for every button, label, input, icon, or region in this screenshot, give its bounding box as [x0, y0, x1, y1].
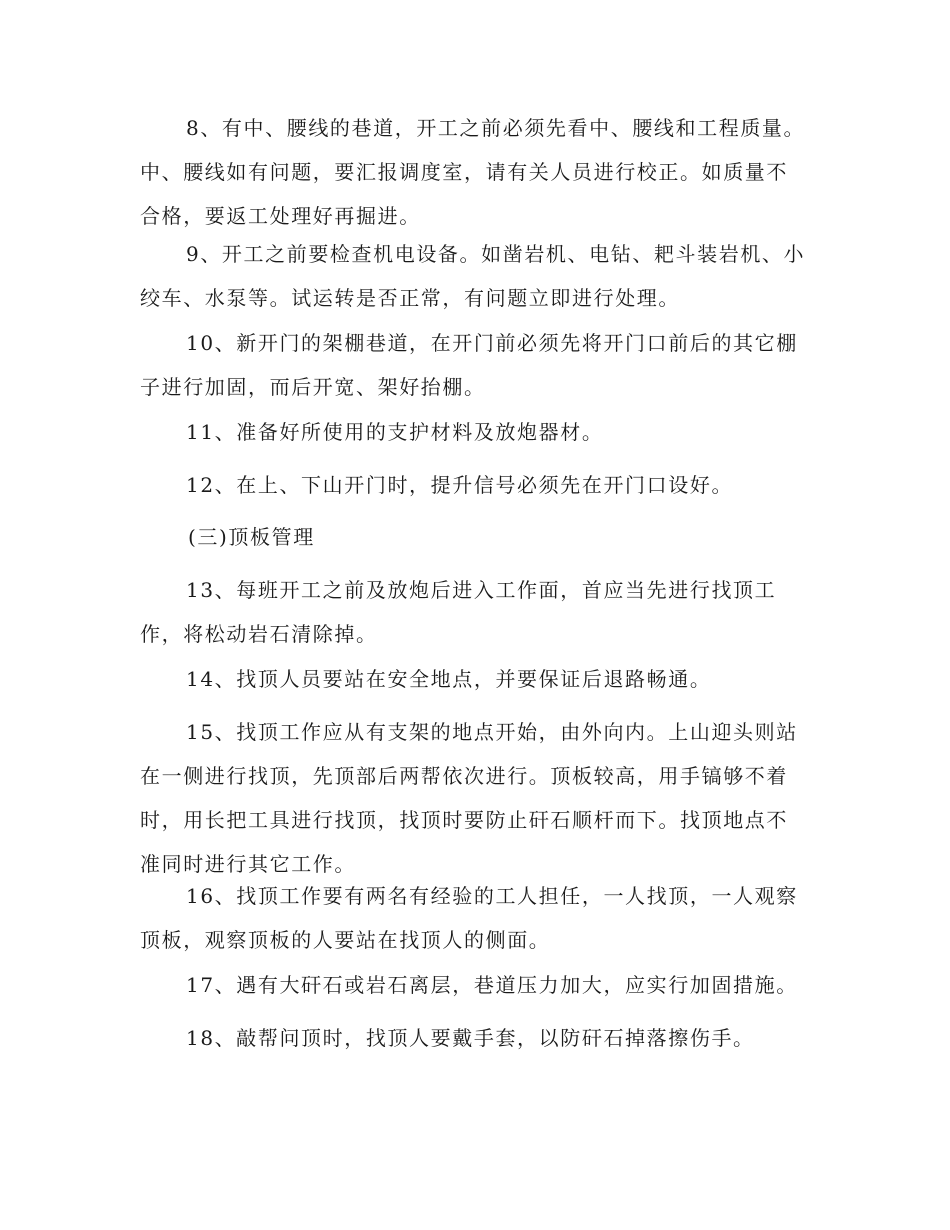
paragraph-item-12 — [140, 463, 810, 507]
text-line: 顶板，观察顶板的人要站在找顶人的侧面。 — [140, 928, 551, 952]
paragraph-item-17 — [140, 963, 810, 1007]
text-line: 合格，要返工处理好再掘进。 — [140, 204, 421, 228]
text-line: 12、在上、下山开门时，提升信号必须先在开门口设好。 — [186, 473, 734, 497]
text-line: 中、腰线如有问题，要汇报调度室，请有关人员进行校正。如质量不 — [140, 160, 788, 184]
text-line: 13、每班开工之前及放炮后进入工作面，首应当先进行找顶工 — [186, 578, 777, 602]
paragraph-item-10 — [140, 321, 810, 409]
text-line: 子进行加固，而后开宽、架好抬棚。 — [140, 375, 486, 399]
section-heading-text: (三)顶板管理 — [188, 525, 315, 549]
text-line: 绞车、水泵等。试运转是否正常，有问题立即进行处理。 — [140, 286, 680, 310]
text-line: 10、新开门的架棚巷道，在开门前必须先将开门口前后的其它棚 — [186, 331, 798, 355]
text-line: 准同时进行其它工作。 — [140, 852, 356, 876]
text-line: 16、找顶工作要有两名有经验的工人担任，一人找顶，一人观察 — [186, 884, 798, 908]
text-line: 18、敲帮问顶时，找顶人要戴手套，以防矸石掉落擦伤手。 — [186, 1026, 755, 1050]
paragraph-item-11 — [140, 410, 810, 454]
paragraph-item-8 — [140, 106, 810, 238]
paragraph-item-18 — [140, 1016, 810, 1060]
text-line: 9、开工之前要检查机电设备。如凿岩机、电钻、耙斗装岩机、小 — [186, 242, 806, 266]
text-line: 17、遇有大矸石或岩石离层，巷道压力加大，应实行加固措施。 — [186, 973, 798, 997]
text-line: 作，将松动岩石清除掉。 — [140, 622, 378, 646]
paragraph-item-15 — [140, 710, 810, 886]
section-heading-roof-management — [140, 515, 810, 559]
paragraph-item-14 — [140, 657, 810, 701]
text-line: 11、准备好所使用的支护材料及放炮器材。 — [186, 420, 604, 444]
paragraph-item-13 — [140, 568, 810, 656]
text-line: 时，用长把工具进行找顶，找顶时要防止矸石顺杆而下。找顶地点不 — [140, 808, 788, 832]
text-line: 14、找顶人员要站在安全地点，并要保证后退路畅通。 — [186, 667, 712, 691]
text-line: 在一侧进行找顶，先顶部后两帮依次进行。顶板较高，用手镐够不着 — [140, 764, 788, 788]
paragraph-item-16 — [140, 874, 810, 962]
paragraph-item-9 — [140, 232, 810, 320]
text-line: 8、有中、腰线的巷道，开工之前必须先看中、腰线和工程质量。 — [186, 116, 806, 140]
text-line: 15、找顶工作应从有支架的地点开始，由外向内。上山迎头则站 — [186, 720, 798, 744]
